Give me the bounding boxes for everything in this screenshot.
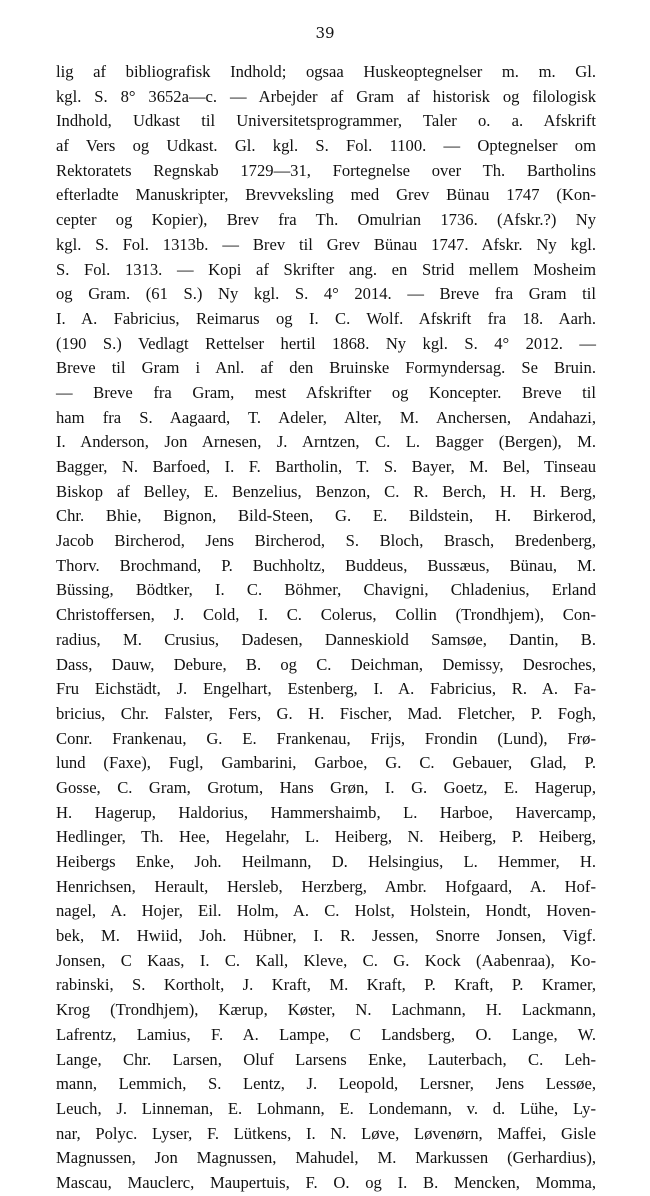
text-line: cepter og Kopier), Brev fra Th. Omulrian 1736. (Afskr.?) Ny	[56, 210, 596, 230]
text-line: Büssing, Bödtker, I. C. Böhmer, Chavigni, Chladenius, Erland	[56, 580, 596, 600]
body-text	[56, 60, 596, 1196]
text-line: radius, M. Crusius, Dadesen, Danneskiold Samsøe, Dantin, B.	[56, 629, 596, 649]
text-line: Conr. Frankenau, G. E. Frankenau, Frijs, Frondin (Lund), Frø-	[56, 728, 596, 748]
text-line: Magnussen, Jon Magnussen, Mahudel, M. Markussen (Gerhardius),	[56, 1148, 596, 1168]
text-line: rabinski, S. Kortholt, J. Kraft, M. Kraft, P. Kraft, P. Kramer,	[56, 975, 596, 995]
text-line: Biskop af Belley, E. Benzelius, Benzon, C. R. Berch, H. H. Berg,	[56, 481, 596, 501]
text-line: (190 S.) Vedlagt Rettelser hertil 1868. Ny kgl. S. 4° 2012. —	[56, 333, 596, 353]
text-line: lig af bibliografisk Indhold; ogsaa Huskeoptegnelser m. m. Gl.	[56, 62, 596, 81]
text-line: Hedlinger, Th. Hee, Hegelahr, L. Heiberg, N. Heiberg, P. Heiberg,	[56, 827, 596, 847]
text-line: Christoffersen, J. Cold, I. C. Colerus, Collin (Trondhjem), Con-	[56, 605, 596, 625]
text-line: Lafrentz, Lamius, F. A. Lampe, C Landsberg, O. Lange, W.	[56, 1024, 596, 1044]
page-number: 39	[315, 24, 335, 42]
text-line: H. Hagerup, Haldorius, Hammershaimb, L. Harboe, Havercamp,	[56, 802, 596, 822]
text-line: Jonsen, C Kaas, I. C. Kall, Kleve, C. G. Kock (Aabenraa), Ko-	[56, 950, 596, 970]
text-line: Lange, Chr. Larsen, Oluf Larsens Enke, Lauterbach, C. Leh-	[56, 1049, 596, 1069]
text-line: Chr. Bhie, Bignon, Bild-Steen, G. E. Bildstein, H. Birkerod,	[56, 506, 596, 526]
text-line: nar, Polyc. Lyser, F. Lütkens, I. N. Løve, Løvenørn, Maffei, Gisle	[56, 1123, 596, 1143]
text-line: kgl. S. 8° 3652a—c. — Arbejder af Gram af historisk og filologisk	[56, 86, 596, 106]
text-line: Krog (Trondhjem), Kærup, Køster, N. Lachmann, H. Lackmann,	[56, 1000, 596, 1020]
text-line: efterladte Manuskripter, Brevveksling med Grev Bünau 1747 (Kon-	[56, 185, 596, 205]
text-line: bricius, Chr. Falster, Fers, G. H. Fischer, Mad. Fletcher, P. Fogh,	[56, 703, 596, 723]
text-line: I. Anderson, Jon Arnesen, J. Arntzen, C. L. Bagger (Bergen), M.	[56, 432, 596, 452]
text-line: af Vers og Udkast. Gl. kgl. S. Fol. 1100. — Optegnelser om	[56, 136, 596, 156]
text-line: Jacob Bircherod, Jens Bircherod, S. Bloch, Brasch, Bredenberg,	[56, 531, 596, 551]
text-line: Dass, Dauw, Debure, B. og C. Deichman, Demissy, Desroches,	[56, 654, 596, 674]
text-line: og Gram. (61 S.) Ny kgl. S. 4° 2014. — Breve fra Gram til	[56, 284, 596, 304]
text-line: — Breve fra Gram, mest Afskrifter og Koncepter. Breve til	[56, 382, 596, 402]
text-line: S. Fol. 1313. — Kopi af Skrifter ang. en Strid mellem Mosheim	[56, 259, 596, 279]
text-line: bek, M. Hwiid, Joh. Hübner, I. R. Jessen, Snorre Jonsen, Vigf.	[56, 926, 596, 946]
text-line: lund (Faxe), Fugl, Gambarini, Garboe, G. C. Gebauer, Glad, P.	[56, 753, 596, 773]
text-line: mann, Lemmich, S. Lentz, J. Leopold, Lersner, Jens Lessøe,	[56, 1074, 596, 1094]
text-line: Henrichsen, Herault, Hersleb, Herzberg, Ambr. Hofgaard, A. Hof-	[56, 876, 596, 896]
text-line: Bagger, N. Barfoed, I. F. Bartholin, T. S. Bayer, M. Bel, Tinseau	[56, 457, 596, 476]
text-line: Thorv. Brochmand, P. Buchholtz, Buddeus, Bussæus, Bünau, M.	[56, 555, 596, 575]
text-line: nagel, A. Hojer, Eil. Holm, A. C. Holst, Holstein, Hondt, Hoven-	[56, 901, 596, 921]
text-line: ham fra S. Aagaard, T. Adeler, Alter, M. Anchersen, Andahazi,	[56, 407, 596, 427]
text-line: Fru Eichstädt, J. Engelhart, Estenberg, I. A. Fabricius, R. A. Fa-	[56, 679, 596, 699]
text-line: Heibergs Enke, Joh. Heilmann, D. Helsingius, L. Hemmer, H.	[56, 852, 596, 871]
text-line: Leuch, J. Linneman, E. Lohmann, E. Londemann, v. d. Lühe, Ly-	[56, 1098, 596, 1118]
text-line: I. A. Fabricius, Reimarus og I. C. Wolf. Afskrift fra 18. Aarh.	[56, 308, 596, 328]
text-line: kgl. S. Fol. 1313b. — Brev til Grev Bünau 1747. Afskr. Ny kgl.	[56, 234, 596, 254]
text-line: Rektoratets Regnskab 1729—31, Fortegnelse over Th. Bartholins	[56, 160, 596, 180]
text-line: Breve til Gram i Anl. af den Bruinske Formyndersag. Se Bruin.	[56, 358, 596, 378]
text-line: Gosse, C. Gram, Grotum, Hans Grøn, I. G. Goetz, E. Hagerup,	[56, 777, 596, 797]
text-line: Indhold, Udkast til Universitetsprogrammer, Taler o. a. Afskrift	[56, 111, 596, 131]
text-line: Mascau, Mauclerc, Maupertuis, F. O. og I. B. Mencken, Momma,	[56, 1172, 596, 1192]
